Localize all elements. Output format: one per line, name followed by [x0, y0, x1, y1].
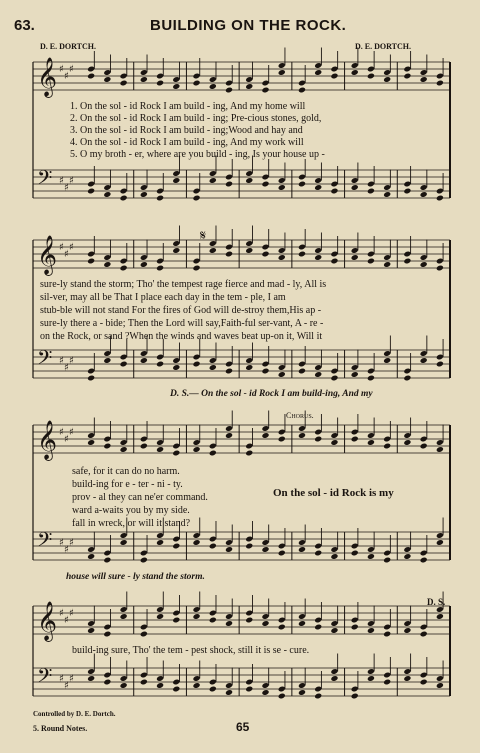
- bass-clef-icon: 𝄢: [37, 166, 53, 194]
- note-head: [156, 613, 164, 620]
- sharp-icon: ♯: [69, 427, 74, 438]
- note-head: [351, 69, 359, 76]
- note-head: [245, 617, 253, 624]
- verse-2-line: 2. On the sol - id Rock I am build - ing; Pre-cious stones, gold,: [70, 113, 322, 124]
- note-head: [314, 69, 322, 76]
- verse-1-line: sure-ly stand the storm; Tho' the tempest rage fierce and mad - ly, All is: [40, 279, 327, 290]
- note-head: [436, 539, 444, 546]
- note-head: [403, 627, 411, 634]
- note-head: [120, 446, 128, 453]
- note-head: [403, 675, 411, 682]
- sharp-icon: ♯: [59, 355, 64, 367]
- sharp-icon: ♯: [64, 249, 69, 260]
- chorus-label: Chorus.: [286, 411, 314, 420]
- note-head: [383, 557, 391, 564]
- note-head: [193, 361, 201, 368]
- credit-right: D. E. DORTCH.: [355, 42, 411, 51]
- note-head: [103, 76, 111, 83]
- note-head: [193, 265, 201, 272]
- note-head: [261, 546, 269, 553]
- note-head: [367, 439, 375, 446]
- round-notes-note: 5. Round Notes.: [33, 724, 88, 733]
- note-head: [261, 87, 269, 94]
- note-head: [209, 450, 217, 457]
- note-head: [420, 191, 428, 198]
- note-head: [403, 258, 411, 265]
- note-head: [420, 443, 428, 450]
- sharp-icon: ♯: [59, 242, 64, 253]
- note-head: [193, 613, 201, 620]
- note-head: [245, 364, 253, 371]
- note-head: [225, 546, 233, 553]
- note-head: [245, 83, 253, 90]
- note-head: [156, 539, 164, 546]
- verse-3-line: stub-ble will not stand For the fires of God will de-stroy them,His ap -: [40, 305, 322, 316]
- note-head: [314, 624, 322, 631]
- note-head: [383, 76, 391, 83]
- note-head: [436, 195, 444, 202]
- verse-1-line: 1. On the sol - id Rock I am build - ing, And my home will: [70, 101, 306, 112]
- note-head: [314, 436, 322, 443]
- sharp-icon: ♯: [69, 64, 74, 75]
- verse-4-line: 4. On the sol - id Rock I am build - ing, And my work will: [70, 137, 304, 148]
- note-head: [193, 682, 201, 689]
- note-head: [120, 361, 128, 368]
- note-head: [367, 188, 375, 195]
- note-head: [420, 76, 428, 83]
- note-head: [261, 368, 269, 375]
- note-head: [209, 83, 217, 90]
- sharp-icon: ♯: [64, 362, 69, 374]
- note-head: [314, 371, 322, 378]
- note-head: [209, 543, 217, 550]
- note-head: [436, 361, 444, 368]
- note-head: [172, 617, 180, 624]
- sharp-icon: ♯: [64, 680, 69, 692]
- verse-3-line: 3. On the sol - id Rock I am build - ing;Wood and hay and: [70, 125, 303, 136]
- sharp-icon: ♯: [69, 673, 74, 685]
- sharp-icon: ♯: [59, 175, 64, 187]
- note-head: [403, 439, 411, 446]
- note-head: [436, 446, 444, 453]
- note-head: [351, 436, 359, 443]
- hymn-number: 63.: [14, 17, 35, 34]
- credit-left: D. E. DORTCH.: [40, 42, 96, 51]
- note-head: [330, 258, 338, 265]
- verse-5-line: 5. O my broth - er, where are you build - ing, Is your house up -: [70, 149, 325, 160]
- note-head: [261, 432, 269, 439]
- note-head: [420, 631, 428, 638]
- note-head: [351, 624, 359, 631]
- note-head: [314, 693, 322, 700]
- treble-clef-icon: 𝄞: [37, 420, 58, 460]
- note-head: [367, 553, 375, 560]
- note-head: [367, 73, 375, 80]
- note-head: [278, 254, 286, 261]
- note-head: [156, 446, 164, 453]
- note-head: [140, 357, 148, 364]
- note-head: [383, 679, 391, 686]
- note-head: [314, 550, 322, 557]
- note-head: [87, 258, 95, 265]
- bass-clef-icon: 𝄢: [37, 346, 53, 374]
- note-head: [172, 177, 180, 184]
- note-head: [193, 539, 201, 546]
- sharp-icon: ♯: [59, 427, 64, 438]
- note-head: [172, 450, 180, 457]
- sharp-icon: ♯: [69, 242, 74, 253]
- chorus-lyric: On the sol - id Rock is my: [273, 487, 394, 499]
- note-head: [120, 682, 128, 689]
- note-head: [330, 375, 338, 382]
- sharp-icon: ♯: [59, 537, 64, 549]
- sharp-icon: ♯: [69, 175, 74, 187]
- note-head: [140, 679, 148, 686]
- note-head: [225, 251, 233, 258]
- verse-4-line: sure-ly there a - bide; Then the Lord will say,Faith-ful ser-vant, A - re -: [40, 318, 324, 329]
- note-head: [172, 364, 180, 371]
- note-head: [140, 191, 148, 198]
- note-head: [193, 195, 201, 202]
- verse-1-line: safe, for it can do no harm.: [72, 466, 180, 477]
- note-head: [383, 357, 391, 364]
- note-head: [140, 261, 148, 268]
- note-head: [225, 689, 233, 696]
- note-head: [87, 375, 95, 382]
- note-head: [420, 679, 428, 686]
- treble-clef-icon: 𝄞: [37, 235, 58, 275]
- note-head: [367, 258, 375, 265]
- note-head: [156, 361, 164, 368]
- note-head: [103, 679, 111, 686]
- treble-clef-icon: 𝄞: [37, 601, 58, 641]
- ds-line: D. S.— On the sol - id Rock I am build-ing, And my: [170, 389, 373, 399]
- note-head: [245, 177, 253, 184]
- bass-clef-icon: 𝄢: [37, 664, 53, 692]
- sharp-icon: ♯: [59, 608, 64, 619]
- treble-clef-icon: 𝄞: [37, 57, 58, 97]
- note-head: [261, 689, 269, 696]
- note-head: [87, 675, 95, 682]
- note-head: [403, 188, 411, 195]
- sharp-icon: ♯: [69, 537, 74, 549]
- note-head: [436, 80, 444, 87]
- note-head: [193, 446, 201, 453]
- verse-3-line: prov - al they can ne'er command.: [72, 492, 208, 503]
- note-head: [87, 627, 95, 634]
- note-head: [261, 251, 269, 258]
- note-head: [87, 439, 95, 446]
- note-head: [87, 73, 95, 80]
- note-head: [436, 265, 444, 272]
- note-head: [330, 439, 338, 446]
- note-head: [314, 254, 322, 261]
- note-head: [330, 553, 338, 560]
- verse-4-line: ward a-waits you by my side.: [72, 505, 190, 516]
- sharp-icon: ♯: [64, 615, 69, 626]
- note-head: [103, 557, 111, 564]
- note-head: [156, 195, 164, 202]
- note-head: [245, 543, 253, 550]
- note-head: [172, 83, 180, 90]
- note-head: [351, 693, 359, 700]
- note-head: [103, 357, 111, 364]
- note-head: [193, 80, 201, 87]
- sharp-icon: ♯: [64, 71, 69, 82]
- note-head: [383, 443, 391, 450]
- hymn-title: BUILDING ON THE ROCK.: [150, 17, 347, 34]
- note-head: [278, 184, 286, 191]
- note-head: [278, 693, 286, 700]
- note-head: [351, 254, 359, 261]
- note-head: [209, 686, 217, 693]
- sharp-icon: ♯: [64, 182, 69, 194]
- sharp-icon: ♯: [64, 434, 69, 445]
- refrain-line: build-ing sure, Tho' the tem - pest shock, still it is se - cure.: [72, 645, 310, 656]
- note-head: [403, 553, 411, 560]
- note-head: [330, 73, 338, 80]
- note-head: [261, 620, 269, 627]
- verse-2-line: build-ing for e - ter - ni - ty.: [72, 479, 183, 490]
- sharp-icon: ♯: [59, 673, 64, 685]
- sharp-icon: ♯: [69, 355, 74, 367]
- note-head: [103, 443, 111, 450]
- note-head: [140, 631, 148, 638]
- note-head: [172, 247, 180, 254]
- note-head: [225, 620, 233, 627]
- note-head: [420, 357, 428, 364]
- note-head: [298, 689, 306, 696]
- note-head: [261, 181, 269, 188]
- note-head: [156, 265, 164, 272]
- note-head: [225, 87, 233, 94]
- note-head: [209, 617, 217, 624]
- note-head: [278, 550, 286, 557]
- note-head: [140, 557, 148, 564]
- ds-line: house will sure - ly stand the storm.: [66, 572, 205, 582]
- note-head: [298, 546, 306, 553]
- verse-5-line: fall in wreck, or will it stand?: [72, 518, 191, 529]
- note-head: [383, 191, 391, 198]
- sharp-icon: ♯: [64, 544, 69, 556]
- sharp-icon: ♯: [59, 64, 64, 75]
- note-head: [209, 177, 217, 184]
- note-head: [120, 613, 128, 620]
- note-head: [298, 620, 306, 627]
- note-head: [103, 191, 111, 198]
- ds-mark: D. S.: [427, 597, 446, 607]
- note-head: [209, 247, 217, 254]
- note-head: [120, 195, 128, 202]
- note-head: [120, 80, 128, 87]
- note-head: [351, 550, 359, 557]
- note-head: [245, 686, 253, 693]
- note-head: [367, 675, 375, 682]
- note-head: [172, 686, 180, 693]
- note-head: [298, 432, 306, 439]
- note-head: [314, 184, 322, 191]
- segno-icon: 𝄋: [200, 228, 207, 244]
- note-head: [120, 265, 128, 272]
- verse-2-line: sil-ver, may all be That I place each day in the tem - ple, I am: [40, 292, 286, 303]
- note-head: [156, 682, 164, 689]
- verse-5-line: on the Rock, or sand ?When the winds and waves beat up-on it, Will it: [40, 331, 323, 342]
- note-head: [436, 682, 444, 689]
- note-head: [351, 371, 359, 378]
- note-head: [298, 181, 306, 188]
- note-head: [225, 368, 233, 375]
- note-head: [383, 261, 391, 268]
- copyright-notice: Controlled by D. E. Dortch.: [33, 710, 116, 718]
- note-head: [87, 188, 95, 195]
- bass-clef-icon: 𝄢: [37, 528, 53, 556]
- note-head: [298, 251, 306, 258]
- note-head: [436, 613, 444, 620]
- note-head: [225, 432, 233, 439]
- note-head: [403, 73, 411, 80]
- note-head: [103, 261, 111, 268]
- note-head: [298, 87, 306, 94]
- note-head: [278, 624, 286, 631]
- note-head: [209, 364, 217, 371]
- note-head: [225, 181, 233, 188]
- note-head: [330, 627, 338, 634]
- note-head: [156, 80, 164, 87]
- note-head: [420, 557, 428, 564]
- note-head: [87, 553, 95, 560]
- page-number: 65: [236, 720, 250, 734]
- note-head: [403, 375, 411, 382]
- note-head: [103, 631, 111, 638]
- note-head: [120, 539, 128, 546]
- note-head: [367, 375, 375, 382]
- note-head: [140, 443, 148, 450]
- note-head: [278, 436, 286, 443]
- note-head: [367, 627, 375, 634]
- note-head: [245, 450, 253, 457]
- note-head: [351, 184, 359, 191]
- note-head: [298, 368, 306, 375]
- sharp-icon: ♯: [69, 608, 74, 619]
- note-head: [278, 69, 286, 76]
- note-head: [172, 543, 180, 550]
- note-head: [278, 371, 286, 378]
- note-head: [330, 188, 338, 195]
- note-head: [245, 247, 253, 254]
- note-head: [330, 675, 338, 682]
- note-head: [140, 76, 148, 83]
- note-head: [383, 631, 391, 638]
- note-head: [420, 261, 428, 268]
